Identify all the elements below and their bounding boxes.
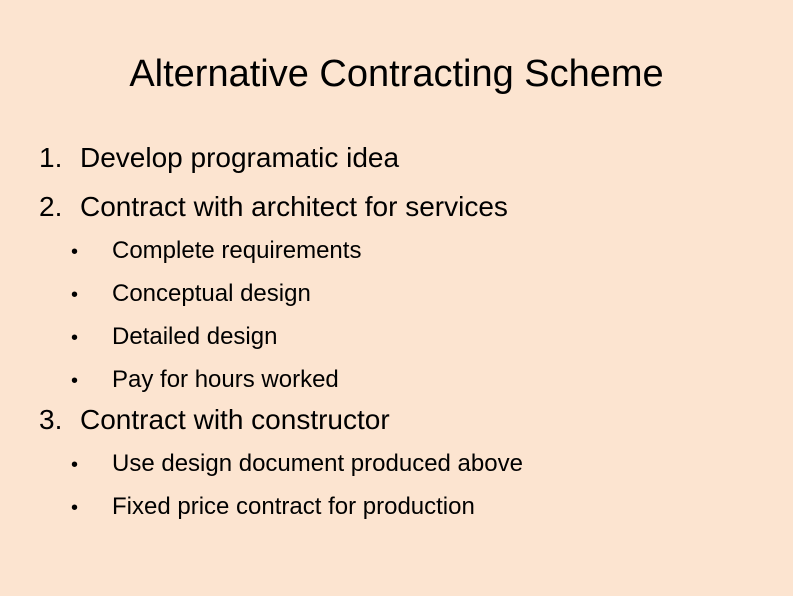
bullet-icon: • (71, 327, 79, 349)
bullet-icon: • (71, 497, 79, 519)
sub-list (39, 229, 779, 401)
sub-list-item (39, 358, 779, 401)
list-item-text: Contract with architect for services (80, 191, 508, 222)
sub-list (39, 442, 779, 528)
sub-list-item (39, 315, 779, 358)
sub-list-item-text: Detailed design (112, 323, 278, 350)
sub-list-item-text: Complete requirements (112, 237, 362, 264)
sub-list-item-text: Fixed price contract for production (112, 493, 475, 520)
bullet-icon: • (71, 370, 79, 392)
list-item (39, 141, 779, 175)
list-item-number: 3. (39, 404, 63, 435)
bullet-icon: • (71, 241, 79, 263)
list-item (39, 403, 779, 437)
sub-list-item-text: Conceptual design (112, 280, 311, 307)
slide-title: Alternative Contracting Scheme (129, 53, 664, 95)
numbered-list (39, 141, 779, 528)
sub-list-item-text: Pay for hours worked (112, 366, 339, 393)
sub-list-item (39, 229, 779, 272)
list-item-text: Develop programatic idea (80, 142, 400, 173)
sub-list-item (39, 442, 779, 485)
list-item-text: Contract with constructor (80, 404, 390, 435)
list-item-number: 2. (39, 191, 63, 222)
sub-list-item (39, 272, 779, 315)
sub-list-item (39, 485, 779, 528)
list-item (39, 190, 779, 224)
sub-list-item-text: Use design document produced above (112, 450, 523, 477)
bullet-icon: • (71, 454, 79, 476)
list-item-number: 1. (39, 142, 63, 173)
bullet-icon: • (71, 284, 79, 306)
